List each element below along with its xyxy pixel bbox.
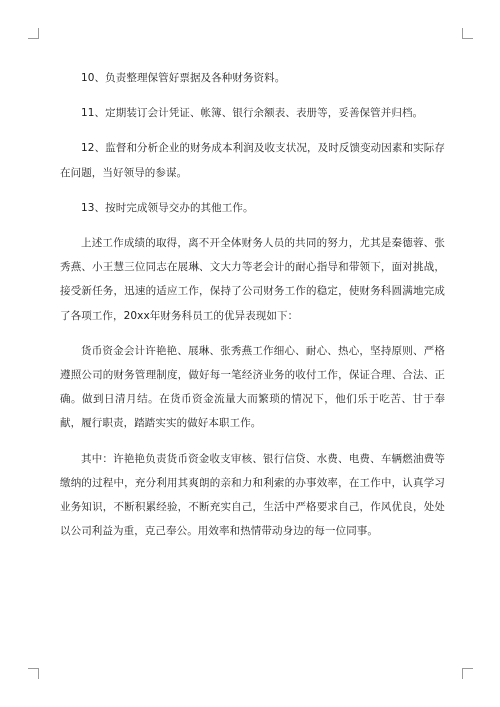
- paragraph-item-11: 11、定期装订会计凭证、帐簿、银行余额表、表册等，妥善保管并归档。: [81, 107, 424, 120]
- paragraph-summary: 上述工作成绩的取得，离不开全体财务人员的共同的努力，尤其是秦德蓉、张秀燕、小王慧三位同志在展琳、文大力等老会计的耐心指导和带领下，面对挑战，接受新任务，迅速的适应工作，保持了公司财务工作的稳定，使财务科圆满地完成了各项工作，20xx年财务科员工的优异表现如下：: [60, 237, 445, 322]
- crop-mark-bottom-left: [28, 668, 39, 679]
- document-body: [60, 66, 445, 554]
- paragraph-item-10: 10、负责整理保管好票据及各种财务资料。: [81, 72, 286, 84]
- paragraph-item-13: 13、按时完成领导交办的其他工作。: [81, 201, 254, 214]
- crop-mark-top-right: [462, 28, 473, 39]
- crop-mark-bottom-right: [462, 668, 473, 679]
- paragraph-detail: 其中：许艳艳负责货币资金收支审核、银行信贷、水费、电费、车辆燃油费等缴纳的过程中，充分利用其爽朗的亲和力和利索的办事效率，在工作中，认真学习业务知识，不断积累经验，不断充实自己，生活中严格要求自己，作风优良，处处以公司利益为重，克己奉公。用效率和热情带动身边的每一位同事。: [60, 452, 445, 538]
- crop-mark-top-left: [28, 28, 39, 39]
- paragraph-item-12: 12、监督和分析企业的财务成本利润及收支状况，及时反馈变动因素和实际存在问题，当好领导的参谋。: [60, 142, 445, 179]
- paragraph-cash-accounting: 货币资金会计许艳艳、展琳、张秀燕工作细心、耐心、热心，坚持原则、严格遵照公司的财务管理制度，做好每一笔经济业务的收付工作，保证合理、合法、正确。做到日清月结。在货币资金流量大而繁琐的情况下，他们乐于吃苦、甘于奉献，履行职责，踏踏实实的做好本职工作。: [60, 344, 445, 430]
